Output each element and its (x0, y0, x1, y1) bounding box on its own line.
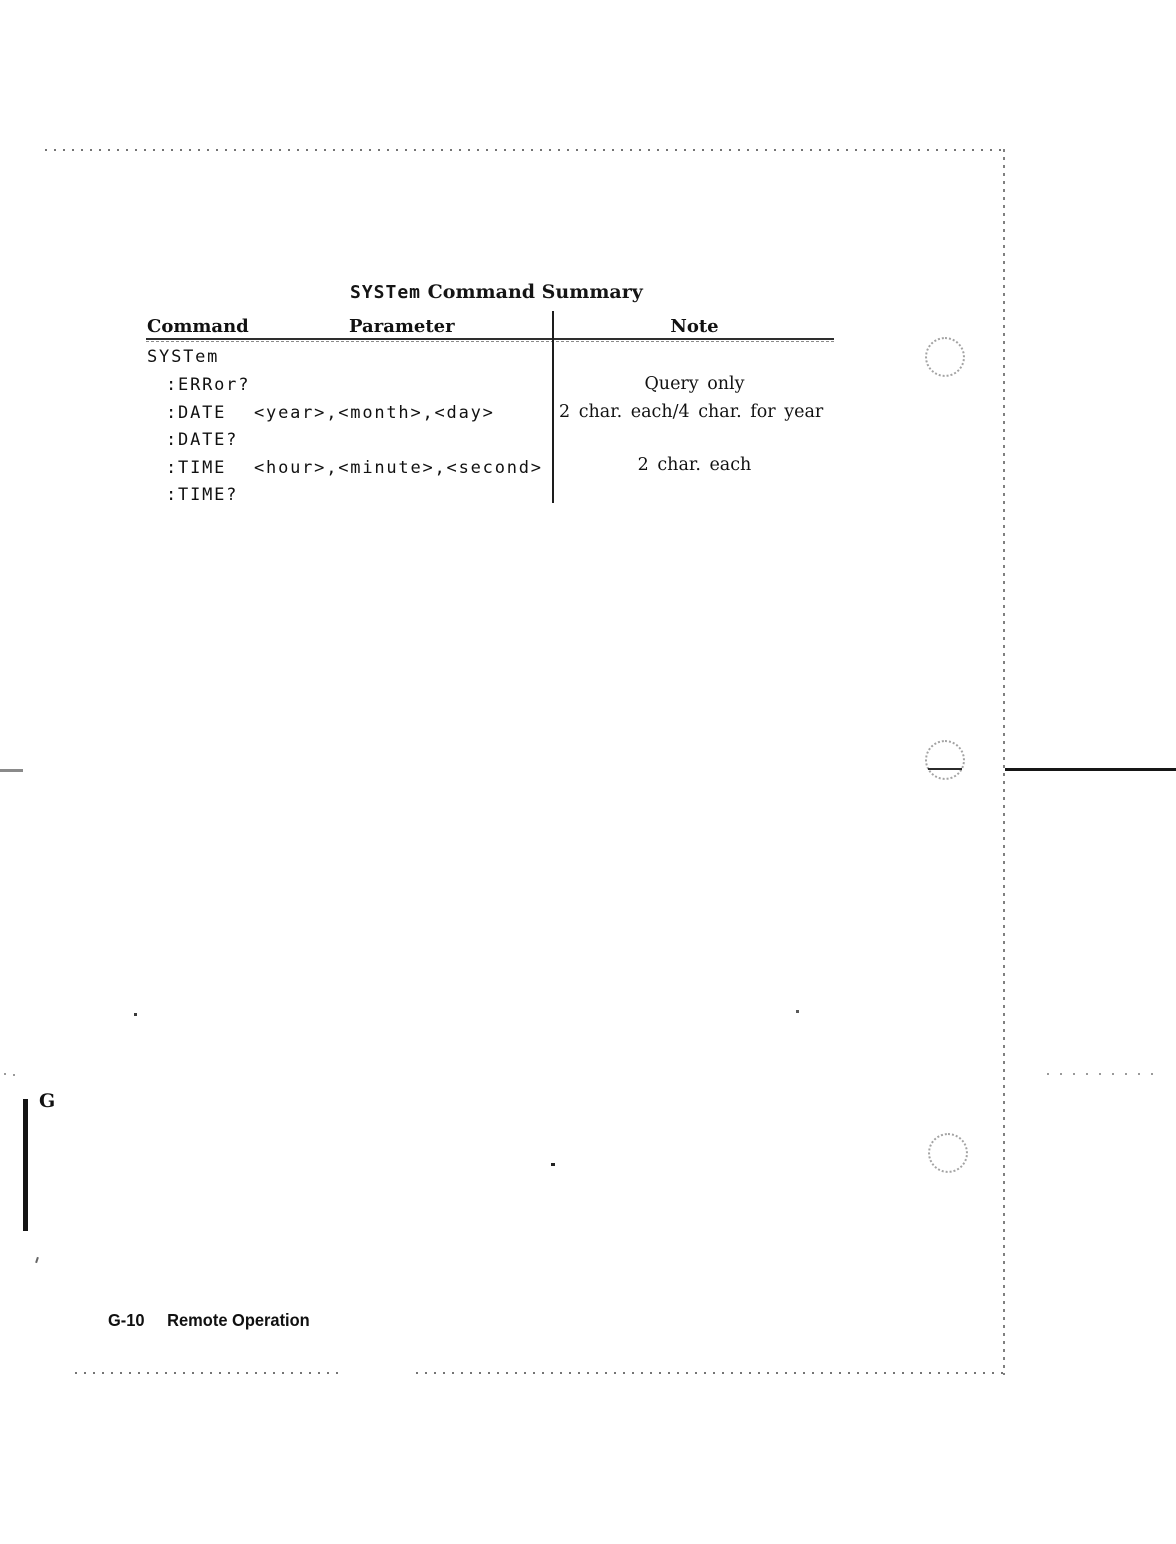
column-header-note: Note (670, 316, 719, 337)
scan-edge-top (45, 149, 1003, 151)
table-header-rule (146, 338, 834, 343)
scan-speck (13, 1074, 15, 1076)
chapter-tab-label: G (39, 1090, 56, 1112)
hole-punch (928, 1133, 968, 1173)
hole-punch (925, 337, 965, 377)
table-cell-note: Query only (644, 374, 745, 394)
table-cell-command: :TIME? (166, 485, 239, 505)
column-header-command: Command (147, 316, 249, 337)
scan-edge-bottom-right (416, 1372, 1004, 1374)
table-title-rest: Command Summary (421, 281, 643, 303)
scan-speck (4, 1073, 6, 1075)
column-header-parameter: Parameter (349, 316, 455, 337)
table-cell-parameter: <hour>,<minute>,<second> (254, 458, 543, 478)
table-cell-command: :DATE (166, 403, 227, 423)
chapter-tab-bar (23, 1099, 28, 1231)
table-title-command-part: SYSTem (350, 282, 422, 303)
scan-speck (35, 1257, 39, 1263)
scan-edge-right (1003, 149, 1005, 1375)
footer-section-title: Remote Operation (167, 1310, 310, 1330)
table-cell-note: 2 char. each/4 char. for year (559, 402, 824, 422)
table-cell-parameter: <year>,<month>,<day> (254, 403, 495, 423)
table-column-divider (552, 311, 554, 503)
table-cell-command: SYSTem (147, 347, 220, 367)
table-cell-command: :DATE? (166, 430, 239, 450)
registration-line-right (1005, 768, 1176, 771)
page-footer (108, 1310, 310, 1331)
scan-edge-bottom-left (75, 1372, 341, 1374)
table-cell-command: :ERRor? (166, 375, 251, 395)
table-cell-note: 2 char. each (637, 455, 752, 475)
scan-speck (134, 1013, 137, 1016)
table-cell-command: :TIME (166, 458, 227, 478)
table-title (350, 281, 643, 303)
scan-speck (551, 1163, 555, 1166)
scan-speck (796, 1010, 799, 1013)
registration-line-left (0, 769, 23, 772)
footer-page-number: G-10 (108, 1310, 145, 1330)
registration-line-punch (928, 768, 962, 770)
scan-dash-right (1047, 1073, 1163, 1075)
hole-punch (925, 740, 965, 780)
